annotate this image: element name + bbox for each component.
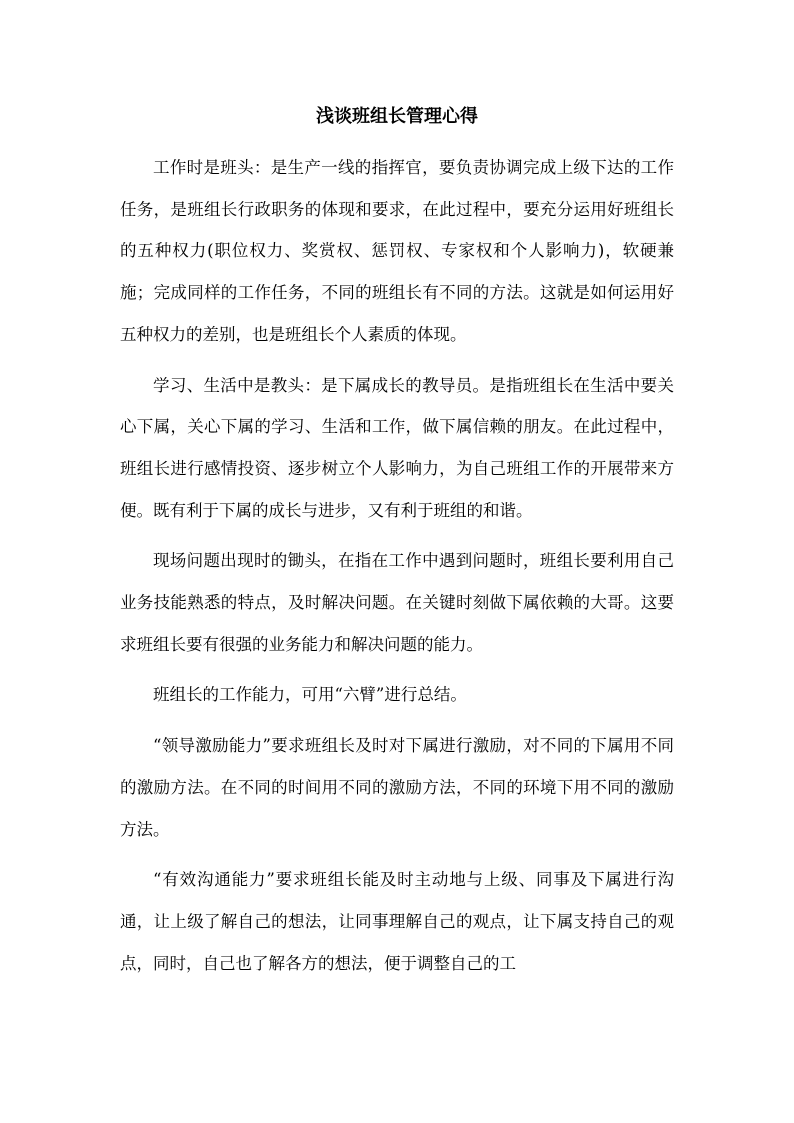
paragraph-effective-communication: “有效沟通能力”要求班组长能及时主动地与上级、同事及下属进行沟通，让上级了解自己的想法，让同事理解自己的观点，让下属支持自己的观点，同时，自己也了解各方的想法，便于调整自己的工 (120, 870, 674, 973)
paragraph-problem-solving: 现场问题出现时的锄头，在指在工作中遇到问题时，班组长要利用自己业务技能熟悉的特点，及时解决问题。在关键时刻做下属依赖的大哥。这要求班组长要有很强的业务能力和解决问题的能力。 (120, 551, 674, 654)
paragraph-six-arms-summary: 班组长的工作能力，可用“六臂”进行总结。 (153, 685, 467, 705)
page-title: 浅谈班组长管理心得 (316, 106, 478, 127)
document-body (120, 147, 674, 993)
paragraph-team-head: 工作时是班头：是生产一线的指挥官，要负责协调完成上级下达的工作任务，是班组长行政职务的体现和要求，在此过程中，要充分运用好班组长的五种权力(职位权力、奖赏权、惩罚权、专家权和个人影响力)，软硬兼施；完成同样的工作任务，不同的班组长有不同的方法。这就是如何运用好五种权力的差别，也是班组长个人素质的体现。 (120, 158, 674, 344)
paragraph-leadership-motivation: “领导激励能力”要求班组长及时对下属进行激励，对不同的下属用不同的激励方法。在不同的时间用不同的激励方法，不同的环境下用不同的激励方法。 (120, 736, 674, 839)
paragraph-teaching-head: 学习、生活中是教头：是下属成长的教导员。是指班组长在生活中要关心下属，关心下属的学习、生活和工作，做下属信赖的朋友。在此过程中，班组长进行感情投资、逐步树立个人影响力，为自己班组工作的开展带来方便。既有利于下属的成长与进步，又有利于班组的和谐。 (120, 375, 674, 520)
